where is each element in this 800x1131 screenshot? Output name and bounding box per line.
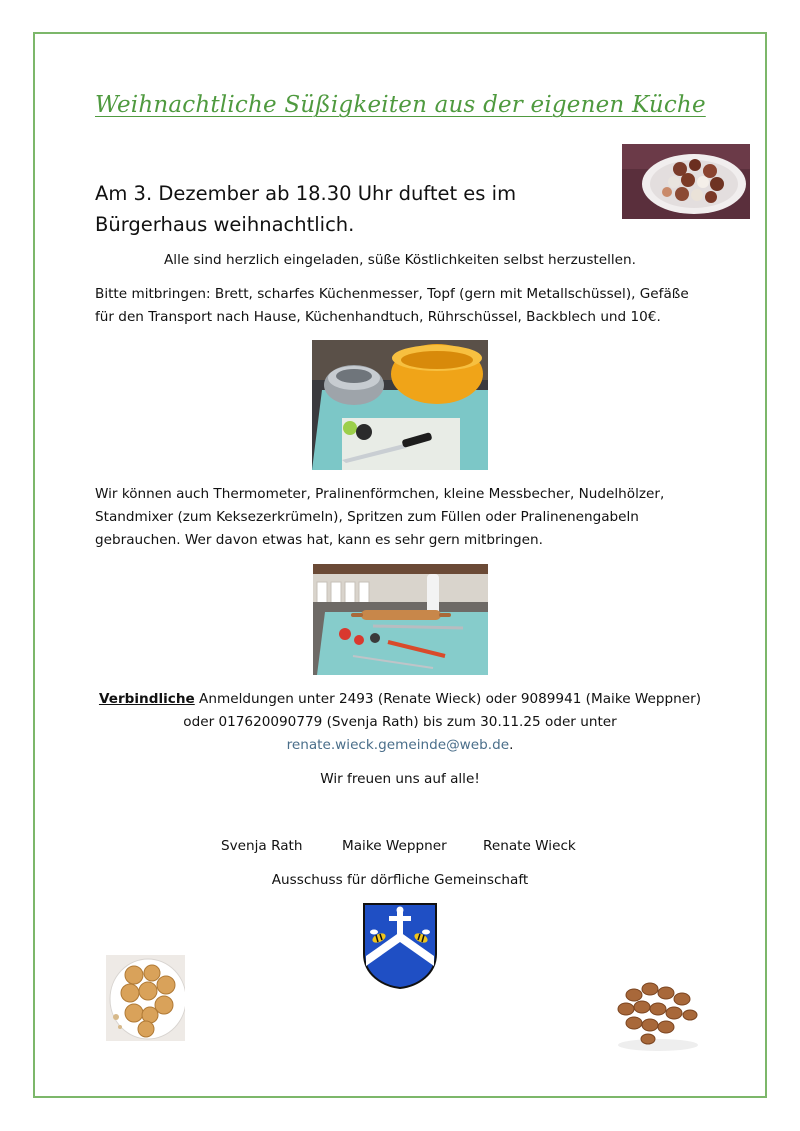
registration-line-1 xyxy=(60,688,740,711)
invitation-text: Alle sind herzlich eingeladen, süße Köstlichkeiten selbst herzustellen. xyxy=(164,252,636,268)
email-link[interactable]: renate.wieck.gemeinde@web.de xyxy=(286,737,510,753)
registration-line-1-rest: Anmeldungen unter 2493 (Renate Wieck) oder 9089941 (Maike Weppner) xyxy=(194,691,702,707)
organizer-name: Maike Weppner xyxy=(342,838,447,854)
organizer-name: Svenja Rath xyxy=(221,838,303,854)
closing-text: Wir freuen uns auf alle! xyxy=(320,771,480,787)
committee-name: Ausschuss für dörfliche Gemeinschaft xyxy=(271,872,529,888)
optional-items-text: Wir können auch Thermometer, Pralinenförmchen, kleine Messbecher, Nudelhölzer, Standmixer (zum Keksezerkrümeln), Spritzen zum Füllen oder Pralinenengabeln gebrauchen. Wer davon etwas hat, kann es sehr gern mitbringen. xyxy=(95,486,665,548)
page-title: Weihnachtliche Süßigkeiten aus der eigenen Küche xyxy=(95,92,706,118)
macaroons-photo xyxy=(106,955,185,1041)
baking-tools-photo xyxy=(313,564,488,675)
truffles-photo xyxy=(622,144,750,219)
organizer-name: Renate Wieck xyxy=(483,838,576,854)
coat-of-arms-icon xyxy=(362,902,438,990)
registration-line-3 xyxy=(60,734,740,757)
event-headline: Am 3. Dezember ab 18.30 Uhr duftet es im Bürgerhaus weihnachtlich. xyxy=(95,182,517,236)
kitchen-tools-photo xyxy=(312,340,488,470)
candied-almonds-photo xyxy=(604,965,708,1055)
bring-list-text: Bitte mitbringen: Brett, scharfes Küchenmesser, Topf (gern mit Metallschüssel), Gefäße für den Transport nach Hause, Küchenhandtuch, Rührschüssel, Backblech und 10€. xyxy=(95,286,689,325)
registration-text xyxy=(60,688,740,757)
email-suffix: . xyxy=(509,737,514,753)
registration-line-2: oder 017620090779 (Svenja Rath) bis zum 30.11.25 oder unter xyxy=(183,714,617,730)
registration-bold: Verbindliche xyxy=(98,691,195,707)
